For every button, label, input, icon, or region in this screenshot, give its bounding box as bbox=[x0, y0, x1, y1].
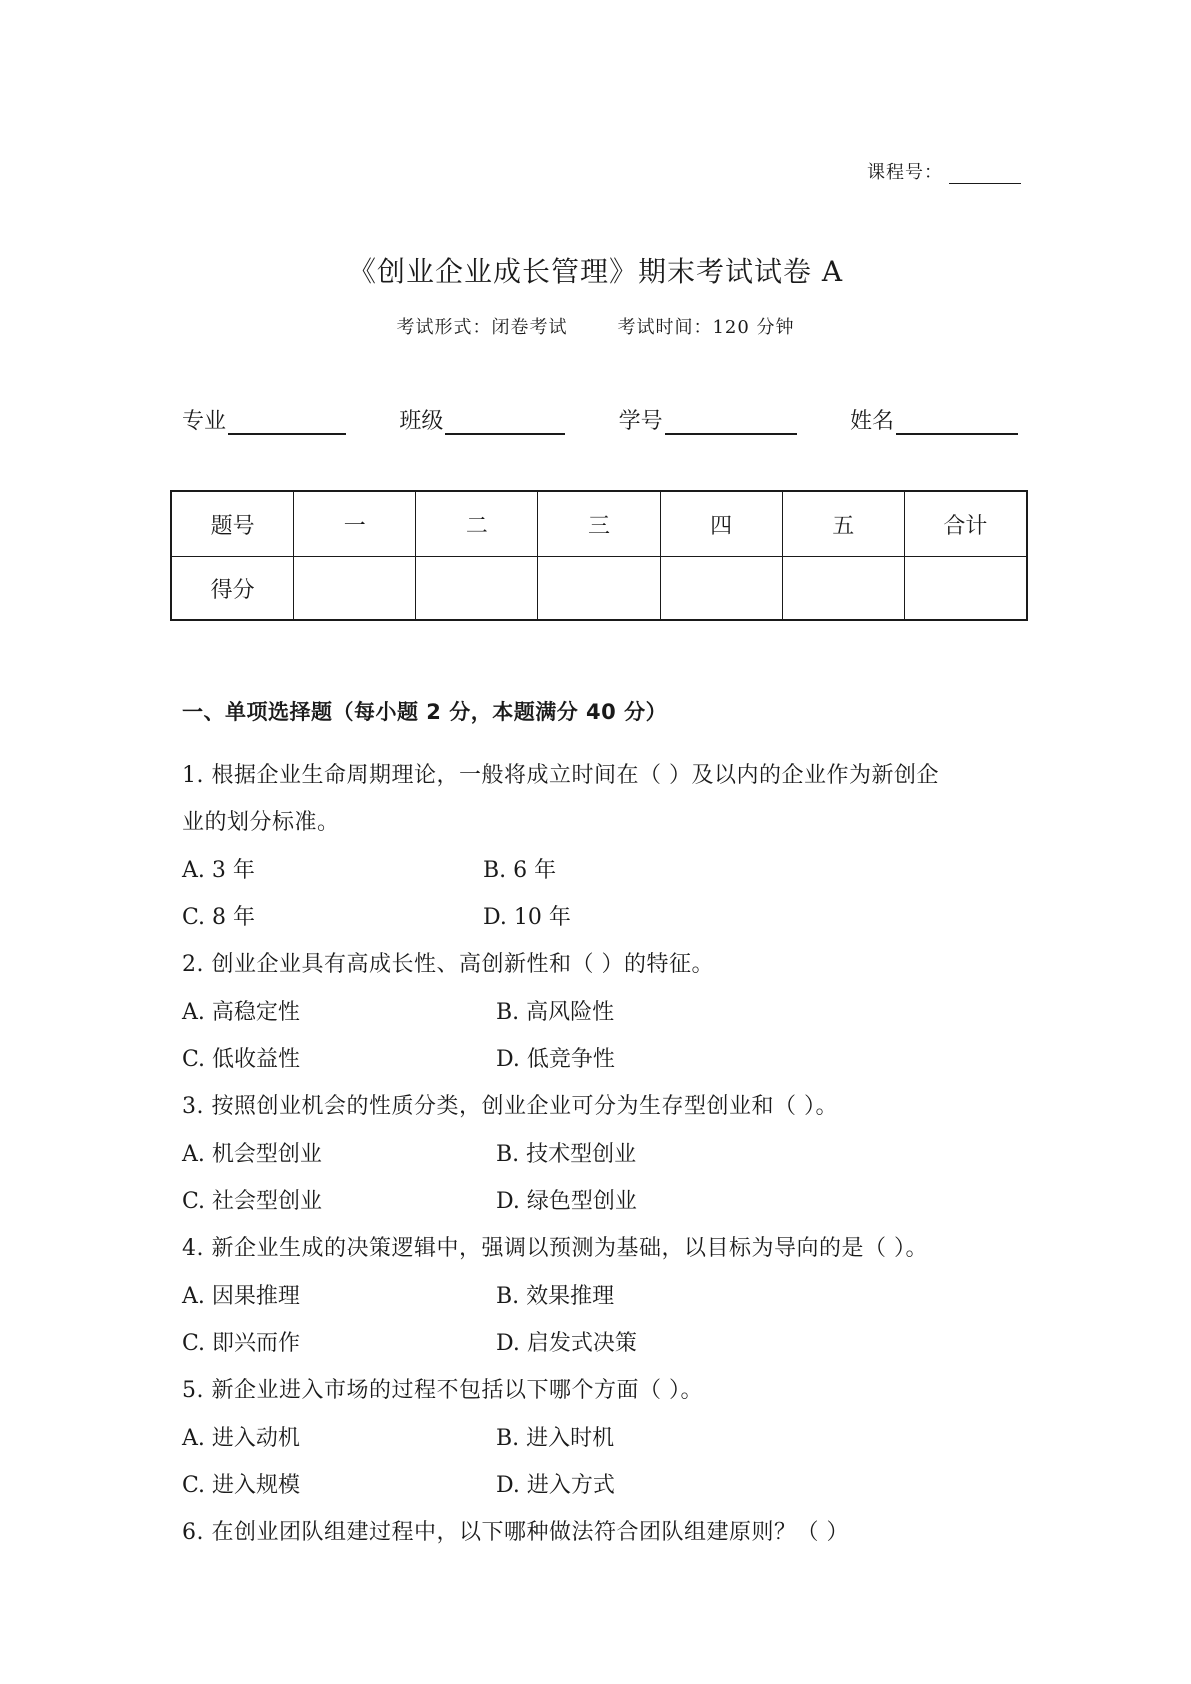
class-label: 班级 bbox=[399, 409, 444, 434]
question-2-option-b: B. 高风险性 bbox=[496, 1000, 615, 1025]
table-cell: 四 bbox=[660, 491, 782, 557]
table-cell: 合计 bbox=[904, 491, 1027, 557]
class-blank bbox=[445, 411, 565, 435]
question-4-option-c: C. 即兴而作 bbox=[182, 1331, 301, 1356]
question-1-stem-cont: 业的划分标准。 bbox=[182, 810, 340, 835]
score-cell-5 bbox=[782, 557, 904, 621]
question-3-option-b: B. 技术型创业 bbox=[496, 1142, 637, 1167]
question-2-option-c: C. 低收益性 bbox=[182, 1047, 301, 1072]
question-5-option-c: C. 进入规模 bbox=[182, 1473, 301, 1498]
question-4-option-b: B. 效果推理 bbox=[496, 1284, 615, 1309]
question-3-option-d: D. 绿色型创业 bbox=[496, 1189, 637, 1214]
score-table-header-row bbox=[171, 491, 1027, 557]
score-cell-3 bbox=[538, 557, 660, 621]
question-2-stem: 2. 创业企业具有高成长性、高创新性和（ ）的特征。 bbox=[182, 952, 714, 977]
major-blank bbox=[228, 411, 346, 435]
student-info-row bbox=[182, 404, 1018, 435]
course-number-label: 课程号： bbox=[867, 162, 943, 183]
score-cell-4 bbox=[660, 557, 782, 621]
question-1-option-c: C. 8 年 bbox=[182, 905, 256, 930]
table-cell: 二 bbox=[416, 491, 538, 557]
major-field bbox=[182, 404, 346, 435]
question-3-option-a: A. 机会型创业 bbox=[182, 1142, 322, 1167]
score-cell-2 bbox=[416, 557, 538, 621]
student-id-blank bbox=[665, 411, 797, 435]
question-2-option-a: A. 高稳定性 bbox=[182, 1000, 300, 1025]
score-cell-total bbox=[904, 557, 1027, 621]
exam-title: 《创业企业成长管理》期末考试试卷 A bbox=[347, 255, 844, 288]
score-table bbox=[170, 490, 1028, 621]
course-number-field bbox=[867, 158, 1021, 184]
question-5-option-d: D. 进入方式 bbox=[496, 1473, 615, 1498]
question-1-option-d: D. 10 年 bbox=[483, 905, 571, 930]
exam-time: 考试时间：120 分钟 bbox=[617, 317, 795, 338]
name-field bbox=[850, 404, 1018, 435]
course-number-blank bbox=[949, 165, 1021, 184]
table-cell: 得分 bbox=[171, 557, 294, 621]
score-cell-1 bbox=[294, 557, 416, 621]
question-1-stem: 1. 根据企业生命周期理论，一般将成立时间在（ ）及以内的企业作为新创企 bbox=[182, 763, 939, 788]
question-5-option-a: A. 进入动机 bbox=[182, 1426, 300, 1451]
question-3-stem: 3. 按照创业机会的性质分类，创业企业可分为生存型创业和（ ）。 bbox=[182, 1094, 838, 1119]
exam-form: 考试形式：闭卷考试 bbox=[396, 317, 568, 338]
table-cell: 一 bbox=[294, 491, 416, 557]
student-id-field bbox=[619, 404, 797, 435]
table-cell: 题号 bbox=[171, 491, 294, 557]
question-3-option-c: C. 社会型创业 bbox=[182, 1189, 323, 1214]
question-4-option-a: A. 因果推理 bbox=[182, 1284, 300, 1309]
question-5-option-b: B. 进入时机 bbox=[496, 1426, 615, 1451]
question-6-stem: 6. 在创业团队组建过程中，以下哪种做法符合团队组建原则？（ ） bbox=[182, 1520, 849, 1545]
question-1-option-a: A. 3 年 bbox=[182, 858, 255, 883]
question-4-option-d: D. 启发式决策 bbox=[496, 1331, 637, 1356]
table-cell: 三 bbox=[538, 491, 660, 557]
section-heading: 一、单项选择题（每小题 2 分，本题满分 40 分） bbox=[182, 700, 668, 724]
question-4-stem: 4. 新企业生成的决策逻辑中，强调以预测为基础，以目标为导向的是（ ）。 bbox=[182, 1236, 928, 1261]
name-label: 姓名 bbox=[849, 409, 894, 434]
class-field bbox=[399, 404, 565, 435]
question-5-stem: 5. 新企业进入市场的过程不包括以下哪个方面（ ）。 bbox=[182, 1378, 703, 1403]
score-table-score-row bbox=[171, 557, 1027, 621]
name-blank bbox=[896, 411, 1018, 435]
table-cell: 五 bbox=[782, 491, 904, 557]
major-label: 专业 bbox=[182, 409, 227, 434]
student-id-label: 学号 bbox=[618, 409, 663, 434]
question-2-option-d: D. 低竞争性 bbox=[496, 1047, 615, 1072]
question-1-option-b: B. 6 年 bbox=[483, 858, 557, 883]
exam-subtitle bbox=[0, 313, 1191, 339]
